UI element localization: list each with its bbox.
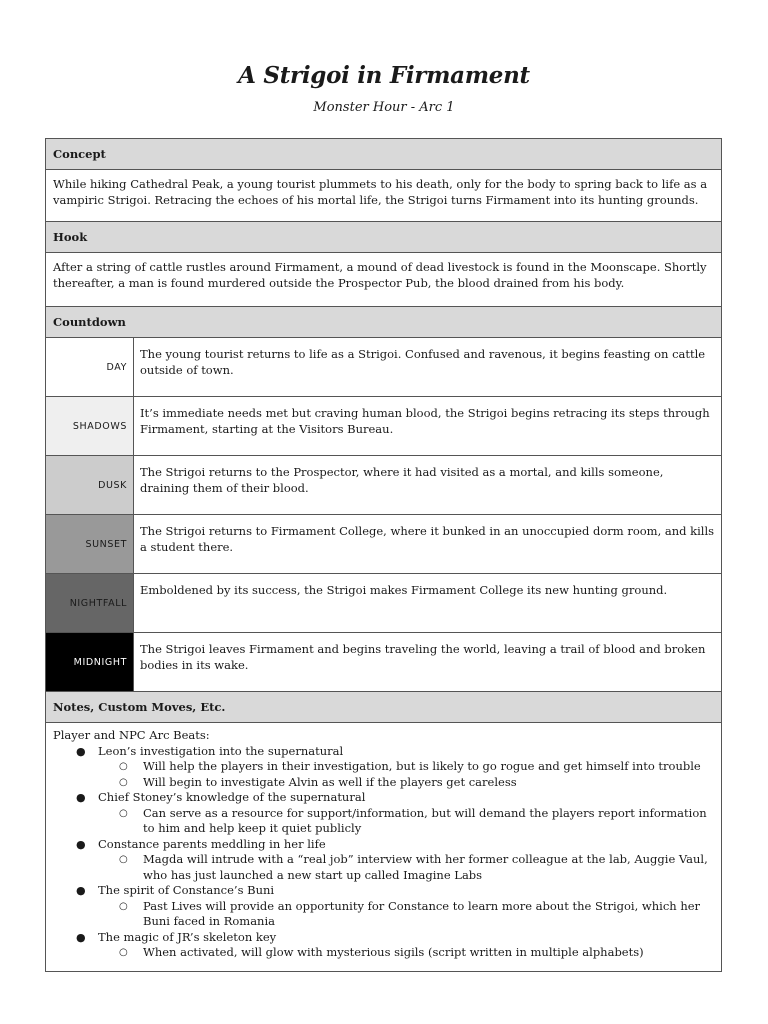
countdown-text: The Strigoi returns to Firmament College, where it bunked in an unoccupied dorm room, and kills a student there.	[140, 524, 715, 554]
notes-item-text: Leon’s investigation into the supernatural	[98, 743, 344, 758]
notes-item	[53, 744, 714, 760]
page-subtitle: Monster Hour - Arc 1	[313, 100, 455, 115]
concept-body: While hiking Cathedral Peak, a young tourist plummets to his death, only for the body to spring back to life as a vampiric Strigoi. Retracing the echoes of his mortal life, the Strigoi turns Firmament into its hunting grounds.	[46, 170, 721, 222]
notes-item	[53, 790, 714, 806]
bullet-icon: ●	[76, 930, 86, 944]
notes-body	[46, 723, 721, 971]
notes-subitem	[53, 945, 714, 961]
notes-subitem	[53, 775, 714, 791]
countdown-row-day	[46, 338, 721, 397]
concept-heading: Concept	[46, 139, 721, 170]
notes-item-text: The spirit of Constance’s Buni	[98, 883, 275, 897]
sub-bullet-icon: ○	[119, 947, 128, 958]
countdown-text: The young tourist returns to life as a Strigoi. Confused and ravenous, it begins feasting on cattle outside of town.	[140, 347, 706, 377]
notes-subitem	[53, 759, 714, 775]
countdown-text: The Strigoi returns to the Prospector, where it had visited as a mortal, and kills someone, draining them of their blood.	[140, 465, 664, 495]
adventure-table	[45, 138, 722, 972]
countdown-row-midnight	[46, 633, 721, 692]
sub-bullet-icon: ○	[119, 900, 128, 912]
notes-subitem-text: Can serve as a resource for support/information, but will demand the players report information to him and help keep it quiet publicly	[143, 805, 707, 835]
notes-heading: Notes, Custom Moves, Etc.	[46, 692, 721, 723]
countdown-row-nightfall	[46, 574, 721, 633]
notes-subitem-text: Magda will intrude with a “real job” interview with her former colleague at the lab, Auggie Vaul, who has just launched a new start up called Imagine Labs	[143, 852, 708, 882]
notes-item	[53, 883, 714, 899]
sub-bullet-icon: ○	[119, 761, 128, 772]
hook-body: After a string of cattle rustles around Firmament, a mound of dead livestock is found in the Moonscape. Shortly thereafter, a man is found murdered outside the Prospector Pub, the blood drained from his body.	[46, 253, 721, 307]
notes-subitem-text: Past Lives will provide an opportunity for Constance to learn more about the Strigoi, which her Buni faced in Romania	[143, 898, 701, 928]
countdown-row-dusk	[46, 456, 721, 515]
sub-bullet-icon: ○	[119, 807, 128, 819]
countdown-label: DUSK	[46, 456, 134, 514]
countdown-label: MIDNIGHT	[46, 633, 134, 691]
sub-bullet-icon: ○	[119, 776, 128, 788]
countdown-row-shadows	[46, 397, 721, 456]
page-title: A Strigoi in Firmament	[238, 62, 530, 89]
notes-subitem	[53, 852, 714, 883]
countdown-text: It’s immediate needs met but craving human blood, the Strigoi begins retracing its steps through Firmament, starting at the Visitors Bureau.	[140, 406, 710, 436]
countdown-label: NIGHTFALL	[46, 574, 134, 632]
notes-item-text: The magic of JR’s skeleton key	[98, 929, 277, 944]
hook-heading: Hook	[46, 222, 721, 253]
notes-subitem-text: Will help the players in their investigation, but is likely to go rogue and get himself into trouble	[143, 759, 701, 773]
countdown-list	[46, 338, 721, 692]
countdown-text: The Strigoi leaves Firmament and begins traveling the world, leaving a trail of blood and broken bodies in its wake.	[140, 642, 706, 672]
sub-bullet-icon: ○	[119, 854, 128, 865]
bullet-icon: ●	[76, 837, 86, 851]
notes-item-text: Chief Stoney’s knowledge of the supernatural	[98, 790, 366, 804]
bullet-icon: ●	[76, 884, 86, 897]
notes-intro: Player and NPC Arc Beats:	[53, 728, 210, 742]
notes-list	[53, 744, 714, 961]
notes-item	[53, 930, 714, 946]
notes-subitem	[53, 899, 714, 930]
notes-subitem-text: When activated, will glow with mysterious sigils (script written in multiple alphabets)	[143, 945, 644, 959]
notes-subitem	[53, 806, 714, 837]
notes-item	[53, 837, 714, 853]
countdown-row-sunset	[46, 515, 721, 574]
bullet-icon: ●	[76, 744, 86, 758]
countdown-label: SHADOWS	[46, 397, 134, 455]
countdown-text: Emboldened by its success, the Strigoi makes Firmament College its new hunting ground.	[140, 583, 668, 597]
bullet-icon: ●	[76, 791, 86, 804]
countdown-label: SUNSET	[46, 515, 134, 573]
countdown-heading: Countdown	[46, 307, 721, 338]
notes-subitem-text: Will begin to investigate Alvin as well if the players get careless	[143, 774, 517, 789]
notes-item-text: Constance parents meddling in her life	[98, 836, 326, 851]
countdown-label: DAY	[46, 338, 134, 396]
